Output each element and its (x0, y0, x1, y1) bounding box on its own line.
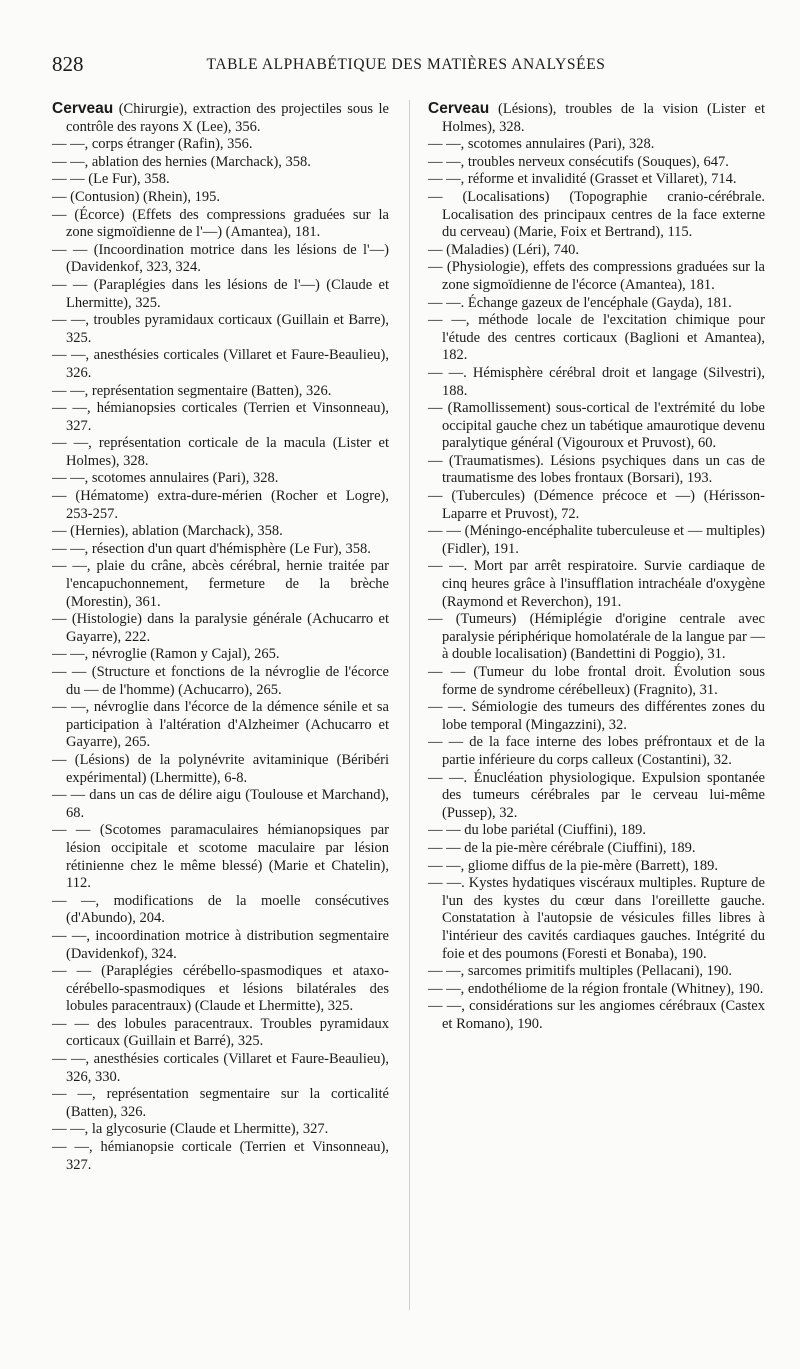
entry-text: (Lésions), troubles de la vision (Lister et Holmes), 328. (442, 101, 765, 135)
entry-text: — —, corps étranger (Rafin), 356. (52, 136, 253, 153)
index-entry (428, 840, 765, 858)
entry-headword: Cerveau (52, 100, 114, 117)
index-entry (428, 770, 765, 823)
index-entry (52, 893, 389, 928)
index-entry (428, 136, 765, 154)
index-entry (428, 453, 765, 488)
index-entry (428, 400, 765, 453)
entry-text: — — des lobules paracentraux. Troubles pyramidaux corticaux (Guillain et Barré), 325. (52, 1015, 389, 1050)
entry-text: — —, névroglie dans l'écorce de la démence sénile et sa participation à l'altération d'Alzheimer (Achucarro et Gayarre), 265. (52, 699, 389, 751)
index-entry (52, 277, 389, 312)
index-entry (52, 558, 389, 611)
index-entry (428, 295, 765, 313)
entry-text: — — (Structure et fonctions de la névroglie de l'écorce du — de l'homme) (Achucarro), 265. (52, 664, 389, 698)
entry-text: — — de la pie-mère cérébrale (Ciuffini), 189. (428, 839, 696, 856)
entry-text: — — (Le Fur), 358. (52, 171, 170, 188)
entry-text: — —, considérations sur les angiomes cérébraux (Castex et Romano), 190. (428, 998, 765, 1032)
index-entry (428, 998, 765, 1033)
index-entry (52, 523, 389, 541)
entry-text: — —, troubles nerveux consécutifs (Souques), 647. (428, 153, 729, 170)
entry-headword: Cerveau (428, 100, 490, 117)
entry-text: — —, hémianopsies corticales (Terrien et Vinsonneau), 327. (52, 400, 389, 434)
entry-text: — —. Énucléation physiologique. Expulsion spontanée des tumeurs cérébrales par le cerveau lui-même (Pussep), 32. (428, 769, 765, 821)
index-entry (52, 1139, 389, 1174)
right-column (428, 100, 765, 1033)
left-column (52, 100, 389, 1174)
index-entry (52, 435, 389, 470)
entry-text: — —, sarcomes primitifs multiples (Pellacani), 190. (428, 963, 733, 980)
entry-text: — (Localisations) (Topographie cranio-cérébrale. Localisation des principaux centres de la face externe du cerveau) (Marie, Foix et Bertrand), 115. (428, 188, 765, 241)
entry-text: — —, plaie du crâne, abcès cérébral, hernie traitée par l'encapuchonnement, fermeture de la brèche (Morestin), 361. (52, 558, 389, 610)
entry-text: — (Lésions) de la polynévrite avitaminique (Béribéri expérimental) (Lhermitte), 6-8. (52, 751, 389, 786)
entry-text: — —. Mort par arrêt respiratoire. Survie cardiaque de cinq heures grâce à l'insufflation intrachéale d'oxygène (Raymond et Reverchon), 191. (428, 558, 765, 610)
index-entry (428, 858, 765, 876)
index-entry (428, 171, 765, 189)
entry-text: — — (Incoordination motrice dans les lésions de l'—) (Davidenkof, 323, 324. (52, 241, 389, 276)
entry-text: — —, la glycosurie (Claude et Lhermitte), 327. (52, 1121, 329, 1138)
entry-text: — —, représentation corticale de la macula (Lister et Holmes), 328. (52, 435, 389, 469)
entry-text: — —, représentation segmentaire sur la corticalité (Batten), 326. (52, 1086, 389, 1120)
entry-text: — — de la face interne des lobes préfrontaux et de la partie inférieure du corps calleux (Costantini), 32. (428, 734, 765, 768)
index-entry (52, 171, 389, 189)
index-entry (428, 312, 765, 365)
entry-text: — — (Méningo-encéphalite tuberculeuse et — multiples) (Fidler), 191. (428, 523, 765, 557)
index-entry (52, 100, 389, 136)
entry-text: — (Ramollissement) sous-cortical de l'extrémité du lobe occipital gauche chez un tabétique amaurotique devenu paralytique général (Vigouroux et Pruvost), 60. (428, 400, 765, 452)
index-entry (428, 154, 765, 172)
index-entry (428, 611, 765, 664)
entry-text: — (Histologie) dans la paralysie générale (Achucarro et Gayarre), 222. (52, 611, 389, 645)
index-entry (428, 259, 765, 294)
entry-text: — (Hernies), ablation (Marchack), 358. (52, 523, 283, 540)
index-entry (428, 734, 765, 769)
entry-text: — (Écorce) (Effets des compressions graduées sur la zone sigmoïdienne de l'—) (Amantea), 181. (52, 206, 389, 241)
index-entry (428, 699, 765, 734)
index-entry (52, 928, 389, 963)
index-entry (428, 875, 765, 963)
entry-text: — —, gliome diffus de la pie-mère (Barrett), 189. (428, 857, 719, 874)
index-columns (52, 100, 788, 1350)
index-entry (428, 822, 765, 840)
entry-text: — — (Scotomes paramaculaires hémianopsiques par lésion occipitale et scotome maculaire par lésion rétinienne chez le même blessé) (Marie et Chatelin), 112. (52, 822, 389, 892)
entry-text: — —, résection d'un quart d'hémisphère (Le Fur), 358. (52, 540, 371, 557)
index-entry (52, 1086, 389, 1121)
index-entry (52, 787, 389, 822)
index-entry (52, 1051, 389, 1086)
index-entry (428, 488, 765, 523)
index-entry (52, 699, 389, 752)
running-title: TABLE ALPHABÉTIQUE DES MATIÈRES ANALYSÉES (206, 56, 606, 73)
entry-text: — (Contusion) (Rhein), 195. (52, 188, 220, 205)
index-entry (428, 100, 765, 136)
entry-text: (Chirurgie), extraction des projectiles sous le contrôle des rayons X (Lee), 356. (66, 101, 389, 135)
index-entry (428, 558, 765, 611)
index-entry (52, 1121, 389, 1139)
entry-text: — (Maladies) (Léri), 740. (428, 241, 579, 258)
entry-text: — —, ablation des hernies (Marchack), 358. (52, 153, 311, 170)
column-divider (409, 100, 410, 1310)
entry-text: — —, réforme et invalidité (Grasset et Villaret), 714. (428, 171, 737, 188)
index-entry (52, 383, 389, 401)
entry-text: — —, incoordination motrice à distribution segmentaire (Davidenkof), 324. (52, 927, 389, 962)
entry-text: — —, anesthésies corticales (Villaret et Faure-Beaulieu), 326. (52, 347, 389, 381)
entry-text: — —, modifications de la moelle consécutives (d'Abundo), 204. (52, 892, 389, 927)
index-entry (52, 470, 389, 488)
index-entry (52, 400, 389, 435)
index-entry (52, 189, 389, 207)
entry-text: — — (Tumeur du lobe frontal droit. Évolution sous forme de syndrome cérébelleux) (Fragnito), 31. (428, 664, 765, 698)
entry-text: — (Tumeurs) (Hémiplégie d'origine centrale avec paralysie périphérique homolatérale de la langue par — à double localisation) (Bandettini di Poggio), 31. (428, 611, 765, 663)
entry-text: — —. Kystes hydatiques viscéraux multiples. Rupture de l'un des kystes du cœur dans l'oreillette gauche. Constatation à l'autopsie de vésicules filles libres à l'intérieur des cavités cardiaques gauches. Intégrité du foie et des poumons (Foresti et Bonaba), 190. (428, 875, 765, 962)
entry-text: — —. Échange gazeux de l'encéphale (Gayda), 181. (428, 294, 732, 311)
entry-text: — —, représentation segmentaire (Batten), 326. (52, 382, 332, 399)
index-entry (52, 242, 389, 277)
index-entry (52, 963, 389, 1016)
index-entry (52, 207, 389, 242)
entry-text: — —, endothéliome de la région frontale (Whitney), 190. (428, 980, 764, 997)
entry-text: — —, scotomes annulaires (Pari), 328. (428, 136, 655, 153)
entry-text: — —. Hémisphère cérébral droit et langage (Silvestri), 188. (428, 364, 765, 399)
index-entry (52, 1016, 389, 1051)
entry-text: — (Traumatismes). Lésions psychiques dans un cas de traumatisme des lobes frontaux (Borsari), 193. (428, 452, 765, 487)
entry-text: — —, méthode locale de l'excitation chimique pour l'étude des centres corticaux (Baglioni et Amantea), 182. (428, 312, 765, 364)
entry-text: — — (Paraplégies cérébello-spasmodiques et ataxo-cérébello-spasmodiques et lésions bilatérales des lobules paracentraux) (Claude et Lhermitte), 325. (52, 963, 389, 1015)
index-entry (428, 242, 765, 260)
index-entry (428, 963, 765, 981)
index-entry (428, 365, 765, 400)
entry-text: — —, anesthésies corticales (Villaret et Faure-Beaulieu), 326, 330. (52, 1051, 389, 1085)
index-entry (428, 523, 765, 558)
index-entry (52, 541, 389, 559)
index-entry (52, 822, 389, 892)
entry-text: — —, scotomes annulaires (Pari), 328. (52, 470, 279, 487)
entry-text: — — (Paraplégies dans les lésions de l'—) (Claude et Lhermitte), 325. (52, 276, 389, 311)
index-entry (52, 752, 389, 787)
entry-text: — — dans un cas de délire aigu (Toulouse et Marchand), 68. (52, 787, 389, 821)
index-entry (52, 646, 389, 664)
entry-text: — (Physiologie), effets des compressions graduées sur la zone sigmoïdienne de l'écorce (Amantea), 181. (428, 259, 765, 293)
index-entry (428, 664, 765, 699)
entry-text: — —, troubles pyramidaux corticaux (Guillain et Barre), 325. (52, 312, 389, 346)
page-number: 828 (52, 52, 84, 76)
entry-text: — (Hématome) extra-dure-mérien (Rocher et Logre), 253-257. (52, 488, 389, 522)
page-header (52, 52, 760, 82)
index-entry (52, 154, 389, 172)
entry-text: — —, hémianopsie corticale (Terrien et Vinsonneau), 327. (52, 1139, 389, 1173)
index-entry (52, 611, 389, 646)
index-entry (52, 136, 389, 154)
index-entry (52, 312, 389, 347)
index-entry (52, 347, 389, 382)
entry-text: — — du lobe pariétal (Ciuffini), 189. (428, 822, 646, 839)
entry-text: — —. Sémiologie des tumeurs des différentes zones du lobe temporal (Mingazzini), 32. (428, 699, 765, 733)
index-entry (428, 981, 765, 999)
entry-text: — —, névroglie (Ramon y Cajal), 265. (52, 646, 280, 663)
index-entry (52, 488, 389, 523)
entry-text: — (Tubercules) (Démence précoce et —) (Hérisson-Laparre et Pruvost), 72. (428, 488, 765, 522)
index-entry (428, 189, 765, 242)
index-entry (52, 664, 389, 699)
